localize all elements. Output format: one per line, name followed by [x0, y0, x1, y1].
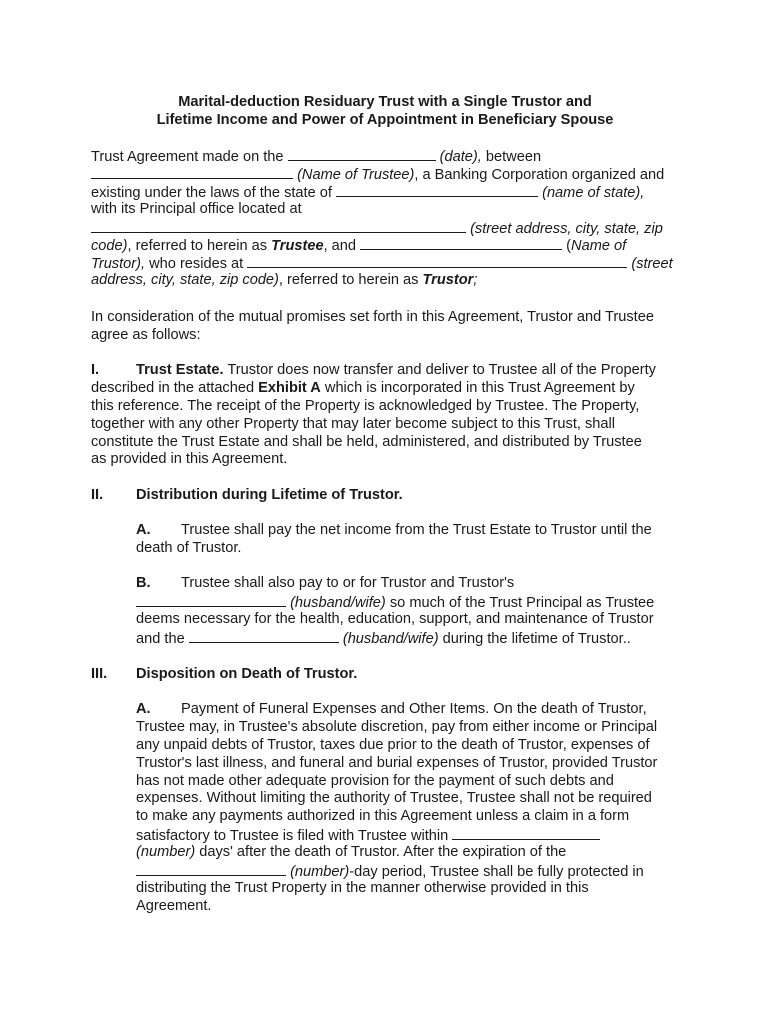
defined-term-trustee: Trustee: [271, 238, 324, 255]
trustor-name-blank[interactable]: [360, 236, 562, 250]
state-blank[interactable]: [336, 183, 538, 197]
section-3a-text: Payment of Funeral Expenses and Other Items. On the death of Trustor,: [181, 701, 647, 717]
address-hint: code): [91, 238, 128, 255]
section-3a-text: to make any payments authorized in this Agreement unless a claim in a form: [136, 808, 630, 825]
intro-text: , referred to herein as: [278, 272, 423, 289]
consideration-line: In consideration of the mutual promises set forth in this Agreement, Trustor and Trustee: [91, 309, 654, 325]
section-1-text: which is incorporated in this Trust Agreement by: [320, 379, 635, 396]
intro-text: Trust Agreement made on the: [91, 149, 284, 165]
trustee-name-blank[interactable]: [91, 165, 293, 179]
section-2b-text: during the lifetime of Trustor..: [438, 630, 631, 647]
spouse-hint: (husband/wife): [342, 630, 439, 647]
title-line-2: Lifetime Income and Power of Appointment in Beneficiary Spouse: [156, 112, 614, 128]
section-2-title: Distribution during Lifetime of Trustor.: [136, 487, 403, 503]
title-line-1: Marital-deduction Residuary Trust with a Single Trustor and: [178, 94, 592, 110]
spouse-name-blank[interactable]: [136, 593, 286, 607]
section-3-heading: [91, 665, 357, 683]
number-hint: (number): [136, 844, 196, 861]
address-hint: (street: [631, 256, 673, 273]
trustee-address-blank[interactable]: [91, 219, 466, 233]
spouse-name-blank-2[interactable]: [189, 629, 339, 643]
defined-term-trustor: Trustor: [422, 272, 474, 289]
intro-text: , and: [323, 238, 357, 255]
trustee-name-hint: (Name of Trustee): [297, 166, 415, 183]
number-hint: (number): [290, 864, 350, 881]
section-2-number: II.: [91, 487, 104, 503]
exhibit-a-reference: Exhibit A: [258, 379, 321, 396]
section-3-number: III.: [91, 666, 108, 682]
intro-text: , a Banking Corporation organized and: [414, 166, 665, 183]
section-3a-text: days' after the death of Trustor. After the expiration of the: [195, 844, 567, 861]
section-2b-text: Trustee shall also pay to or for Trustor and Trustor's: [181, 575, 515, 591]
date-blank[interactable]: [288, 147, 436, 161]
intro-text: ;: [473, 272, 478, 289]
intro-text: , referred to herein as: [127, 238, 272, 255]
section-1-text: described in the attached: [91, 379, 259, 396]
date-hint: (date),: [439, 149, 482, 165]
section-1-text: Trustor does now transfer and deliver to Trustee all of the Property: [223, 362, 656, 378]
section-2b-text: and the: [136, 630, 185, 647]
section-3a-text: Trustor's last illness, and funeral and burial expenses of Trustor, provided Trustor: [136, 754, 658, 771]
section-1: [91, 362, 691, 469]
trustor-address-blank[interactable]: [247, 254, 627, 268]
section-3a-text: Agreement.: [136, 897, 212, 914]
section-2a-text: death of Trustor.: [136, 539, 242, 556]
intro-paragraph: [91, 147, 691, 290]
spouse-hint: (husband/wife): [290, 594, 386, 611]
section-3a-text: expenses. Without limiting the authority of Trustee, Trustee shall not be required: [136, 790, 652, 807]
section-2b-text: so much of the Trust Principal as Trustee: [385, 594, 655, 611]
section-2a-label: A.: [136, 522, 151, 538]
section-3a-text: satisfactory to Trustee is filed with Trustee within: [136, 828, 449, 845]
address-hint: address, city, state, zip code): [91, 272, 279, 289]
document-title: [0, 93, 770, 129]
address-hint: (street address, city, state, zip: [470, 220, 663, 237]
claim-days-blank[interactable]: [452, 826, 600, 840]
period-days-blank[interactable]: [136, 862, 286, 876]
intro-text: (: [566, 238, 572, 255]
trustor-name-hint: Trustor),: [91, 256, 146, 273]
section-1-text: as provided in this Agreement.: [91, 451, 288, 468]
consideration-paragraph: [91, 309, 691, 345]
section-2b-label: B.: [136, 575, 151, 591]
section-1-text: constitute the Trust Estate and shall be held, administered, and distributed by Trustee: [91, 433, 642, 450]
section-3a-text: distributing the Trust Property in the manner otherwise provided in this: [136, 879, 589, 896]
section-3a-text: Trustee may, in Trustee's absolute discretion, pay from either income or Principal: [136, 718, 658, 735]
section-1-number: I.: [91, 362, 100, 378]
section-2-heading: [91, 486, 403, 504]
section-1-heading: Trust Estate.: [136, 362, 224, 378]
section-2a: [136, 522, 696, 558]
intro-text: between: [481, 149, 542, 165]
section-2a-text: Trustee shall pay the net income from the Trust Estate to Trustor until the: [181, 522, 652, 538]
section-3a-text: any unpaid debts of Trustor, taxes due prior to the death of Trustor, expenses of: [136, 736, 650, 753]
section-3a-label: A.: [136, 701, 151, 717]
section-1-text: together with any other Property that may later become subject to this Trust, shall: [91, 415, 616, 432]
section-3a-text: -day period, Trustee shall be fully protected in: [349, 864, 644, 881]
trustor-name-hint: Name of: [571, 238, 627, 255]
intro-text: who resides at: [145, 256, 244, 273]
section-3a-text: has not made other adequate provision for the payment of such debts and: [136, 772, 614, 789]
section-2b: [136, 575, 696, 647]
section-2b-text: deems necessary for the health, education, support, and maintenance of Trustor: [136, 610, 654, 627]
section-3a: [136, 701, 696, 916]
state-hint: (name of state),: [542, 184, 645, 201]
intro-text: existing under the laws of the state of: [91, 184, 332, 201]
section-1-text: this reference. The receipt of the Property is acknowledged by Trustee. The Property,: [91, 397, 640, 414]
intro-text: with its Principal office located at: [91, 200, 302, 217]
consideration-line: agree as follows:: [91, 326, 201, 343]
section-3-title: Disposition on Death of Trustor.: [136, 666, 358, 682]
